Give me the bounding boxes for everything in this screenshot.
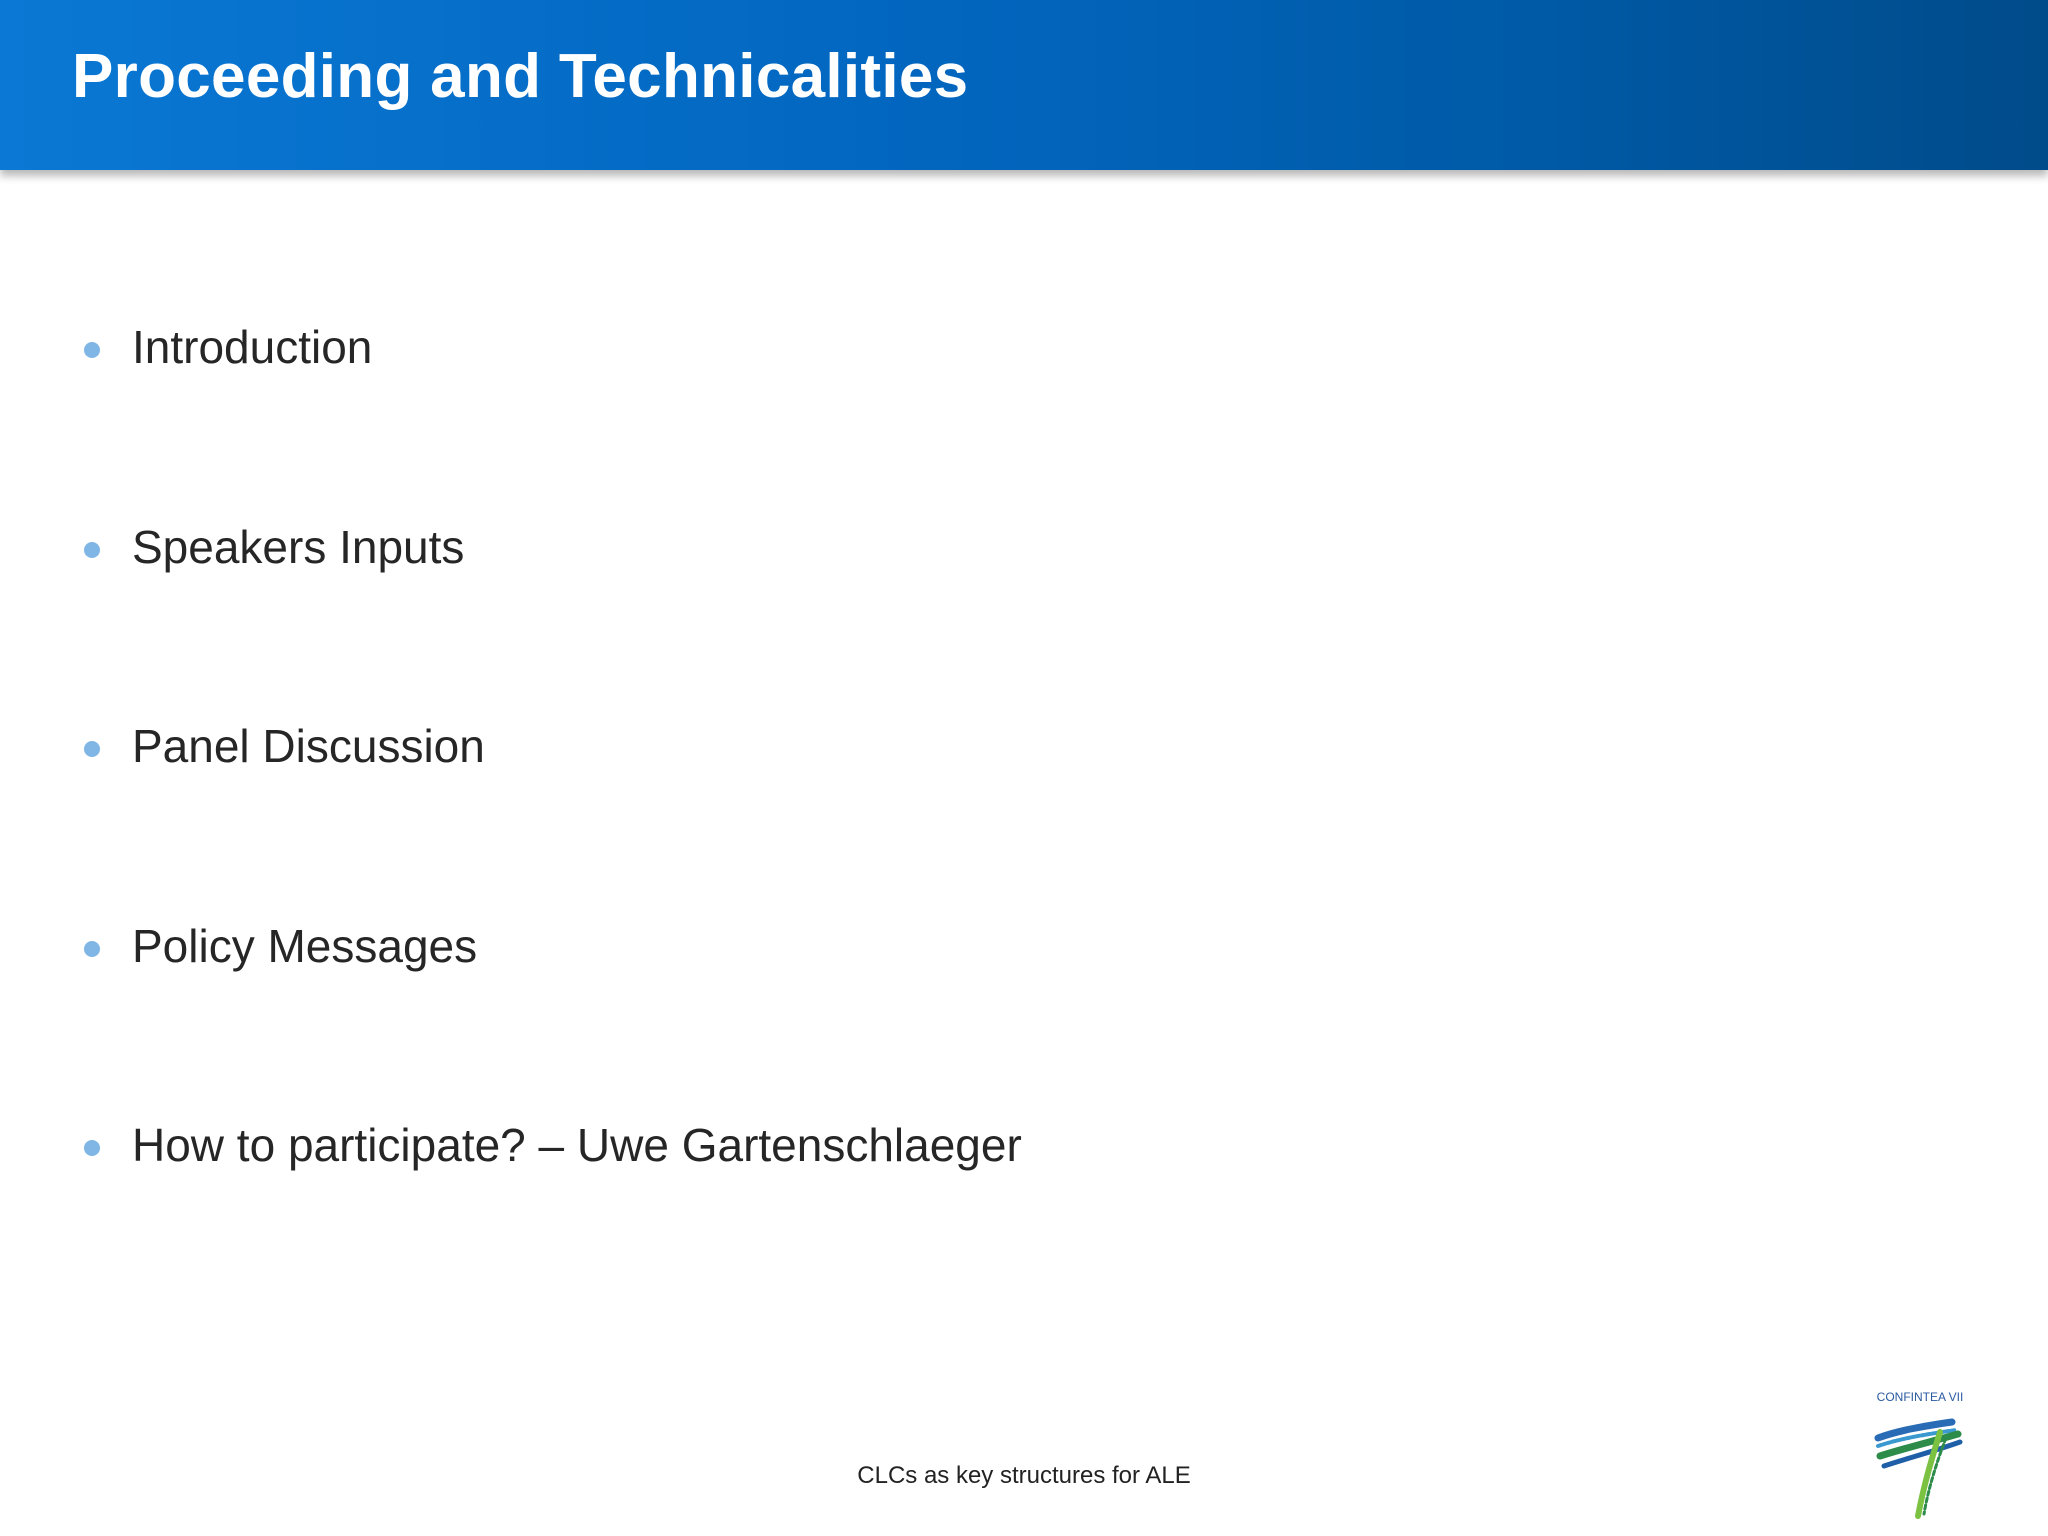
confintea-seven-icon (1870, 1408, 1970, 1520)
bullet-dot-icon (84, 342, 100, 358)
bullet-text: Policy Messages (132, 920, 478, 972)
bullet-text: How to participate? – Uwe Gartenschlaeger (132, 1119, 1022, 1171)
logo-text: CONFINTEA VII (1876, 1390, 1964, 1404)
bullet-dot-icon (84, 741, 100, 757)
title-bar (0, 0, 2048, 170)
bullet-text: Introduction (132, 321, 373, 373)
bullet-text: Panel Discussion (132, 720, 485, 772)
bullet-item (0, 920, 1300, 993)
bullet-dot-icon (84, 1140, 100, 1156)
slide-footer: CLCs as key structures for ALE (857, 1462, 1191, 1489)
bullet-dot-icon (84, 542, 100, 558)
bullet-item (0, 321, 1300, 394)
bullet-item (0, 521, 1300, 594)
bullet-text: Speakers Inputs (132, 521, 465, 573)
confintea-logo (1870, 1390, 1970, 1520)
bullet-item (0, 1119, 1300, 1192)
bullet-item (0, 720, 1300, 793)
slide-title: Proceeding and Technicalities (72, 42, 969, 111)
bullet-dot-icon (84, 941, 100, 957)
